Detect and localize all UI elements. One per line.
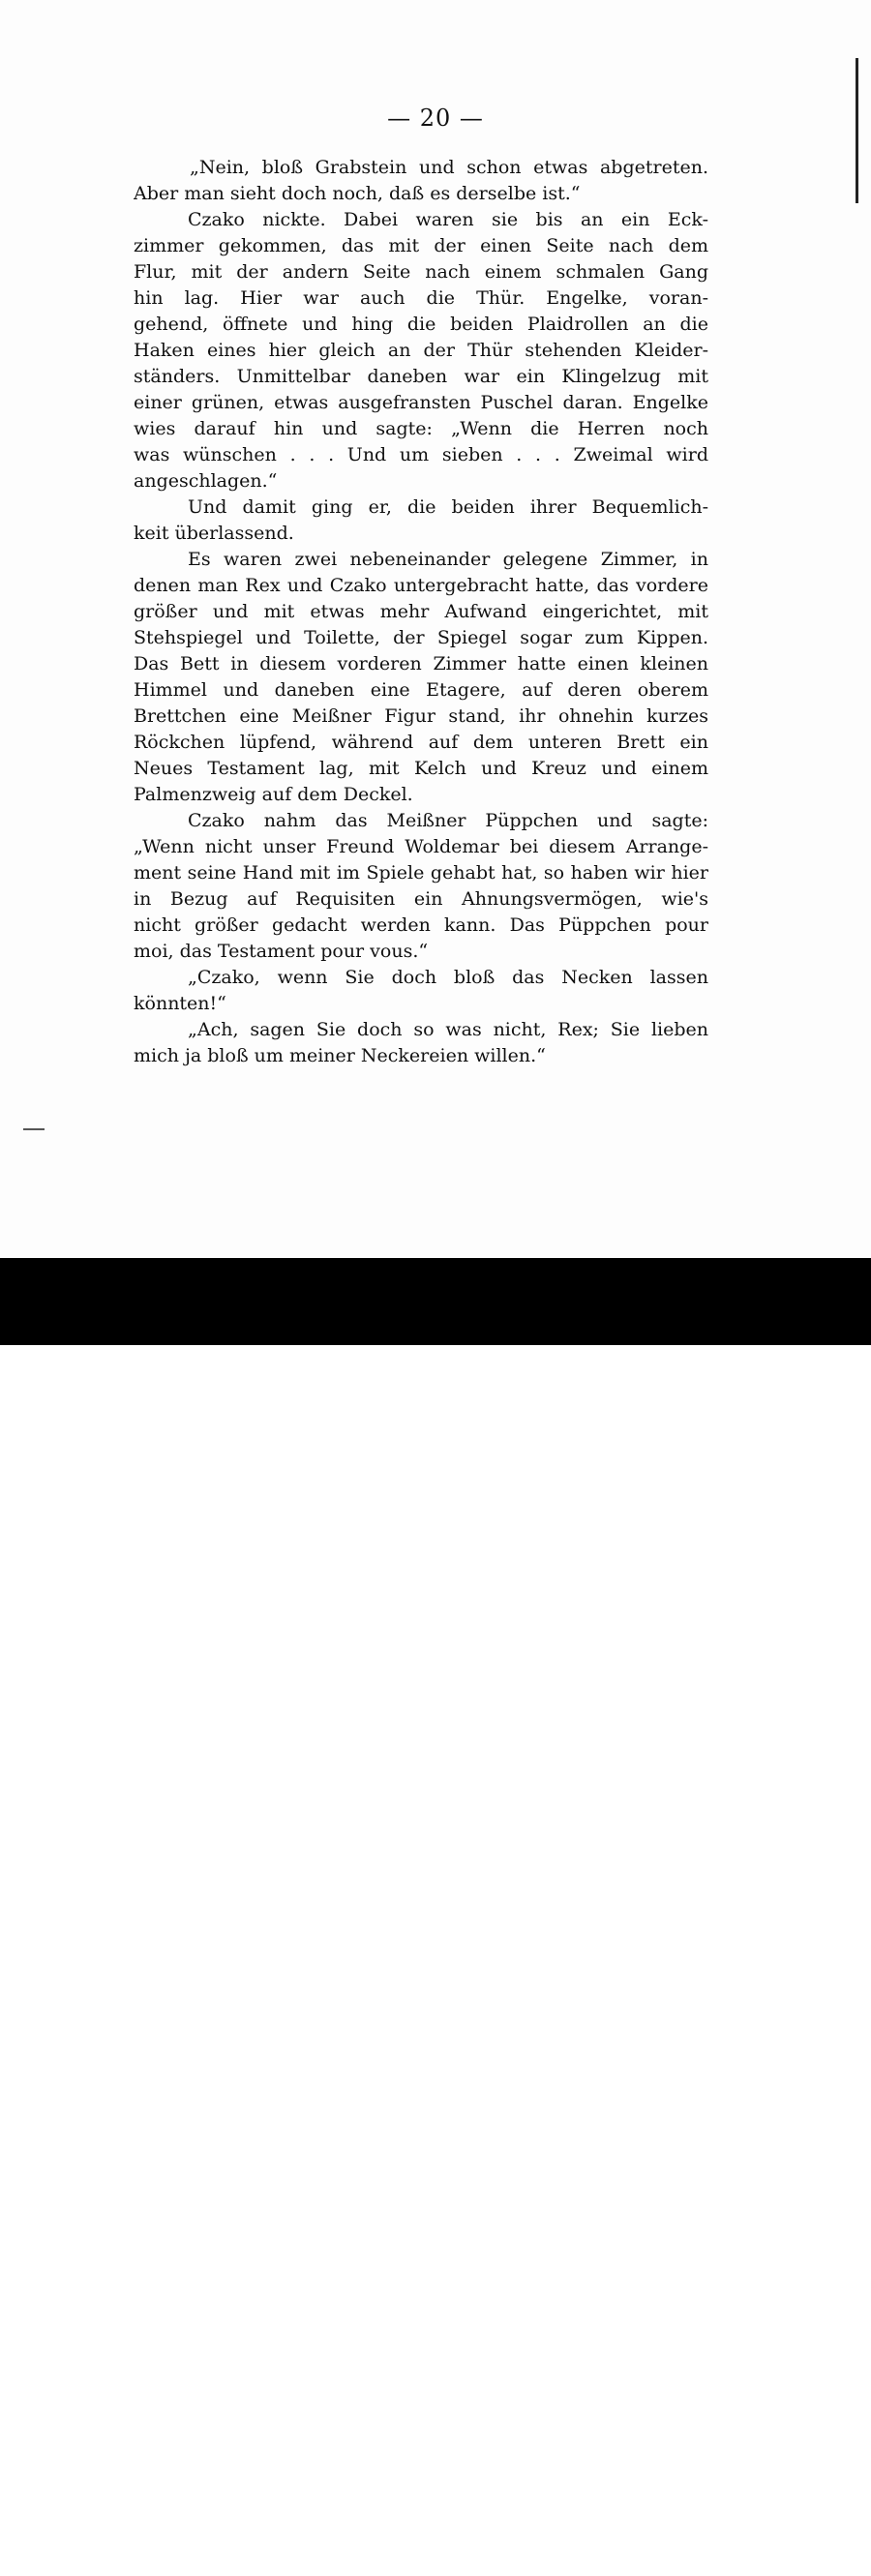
text-line: was wünschen . . . Und um sieben . . . Zweimal wird xyxy=(134,444,708,465)
text-line: gehend, öffnete und hing die beiden Plaidrollen an die xyxy=(134,314,708,335)
text-line: Stehspiegel und Toilette, der Spiegel sogar zum Kippen. xyxy=(134,627,708,648)
text-line: ständers. Unmittelbar daneben war ein Klingelzug mit xyxy=(134,366,708,387)
text-line: Aber man sieht doch noch, daß es derselbe ist.“ xyxy=(134,183,581,204)
stray-mark xyxy=(23,1128,45,1130)
scanned-page xyxy=(0,0,871,1258)
text-line: Himmel und daneben eine Etagere, auf deren oberem xyxy=(134,679,708,701)
text-line: Neues Testament lag, mit Kelch und Kreuz und einem xyxy=(134,758,708,779)
text-line: „Wenn nicht unser Freund Woldemar bei diesem Arrange- xyxy=(134,836,708,857)
text-line: einer grünen, etwas ausgefransten Puschel daran. Engelke xyxy=(134,392,708,413)
text-line: „Czako, wenn Sie doch bloß das Necken lassen xyxy=(188,967,708,988)
text-line: Das Bett in diesem vorderen Zimmer hatte einen kleinen xyxy=(134,653,708,674)
text-line: moi, das Testament pour vous.“ xyxy=(134,941,429,962)
text-line: Haken eines hier gleich an der Thür stehenden Kleider- xyxy=(134,340,708,361)
text-line: hin lag. Hier war auch die Thür. Engelke, voran- xyxy=(134,287,708,309)
text-line: Brettchen eine Meißner Figur stand, ihr ohnehin kurzes xyxy=(134,705,708,727)
text-line: mich ja bloß um meiner Neckereien willen.“ xyxy=(134,1045,546,1066)
text-line: wies darauf hin und sagte: „Wenn die Herren noch xyxy=(134,418,708,439)
text-line: „Ach, sagen Sie doch so was nicht, Rex; Sie lieben xyxy=(188,1019,708,1040)
text-line: könnten!“ xyxy=(134,993,226,1014)
alamy-logo: alamy xyxy=(23,2531,150,2576)
text-line: Röckchen lüpfend, während auf dem unteren Brett ein xyxy=(134,732,708,753)
text-line: Palmenzweig auf dem Deckel. xyxy=(134,784,413,805)
body-text xyxy=(134,155,708,1069)
text-line: Es waren zwei nebeneinander gelegene Zimmer, in xyxy=(188,549,708,570)
text-line: Czako nickte. Dabei waren sie bis an ein Eck- xyxy=(188,209,708,230)
text-line: größer und mit etwas mehr Aufwand eingerichtet, mit xyxy=(134,601,708,622)
text-line: Flur, mit der andern Seite nach einem schmalen Gang xyxy=(134,261,708,283)
text-line: in Bezug auf Requisiten ein Ahnungsvermögen, wie's xyxy=(134,888,708,910)
page-number: — 20 — xyxy=(387,105,484,132)
image-id: Image ID: W8BJPA xyxy=(722,2533,844,2549)
text-line: angeschlagen.“ xyxy=(134,470,278,492)
text-line: keit überlassend. xyxy=(134,523,294,544)
text-line: Czako nahm das Meißner Püppchen und sagte: xyxy=(188,810,708,831)
text-line: denen man Rex und Czako untergebracht hatte, das vordere xyxy=(134,575,708,596)
text-line: Und damit ging er, die beiden ihrer Bequemlich- xyxy=(188,496,708,518)
text-line: ment seine Hand mit im Spiele gehabt hat, so haben wir hier xyxy=(134,862,708,884)
site-url: www.alamy.com xyxy=(735,2561,844,2576)
text-line: „Nein, bloß Grabstein und schon etwas abgetreten. xyxy=(190,157,708,178)
text-line: nicht größer gedacht werden kann. Das Püppchen pour xyxy=(134,914,708,936)
watermark-footer xyxy=(0,1258,871,2576)
text-line: zimmer gekommen, das mit der einen Seite nach dem xyxy=(134,235,708,256)
